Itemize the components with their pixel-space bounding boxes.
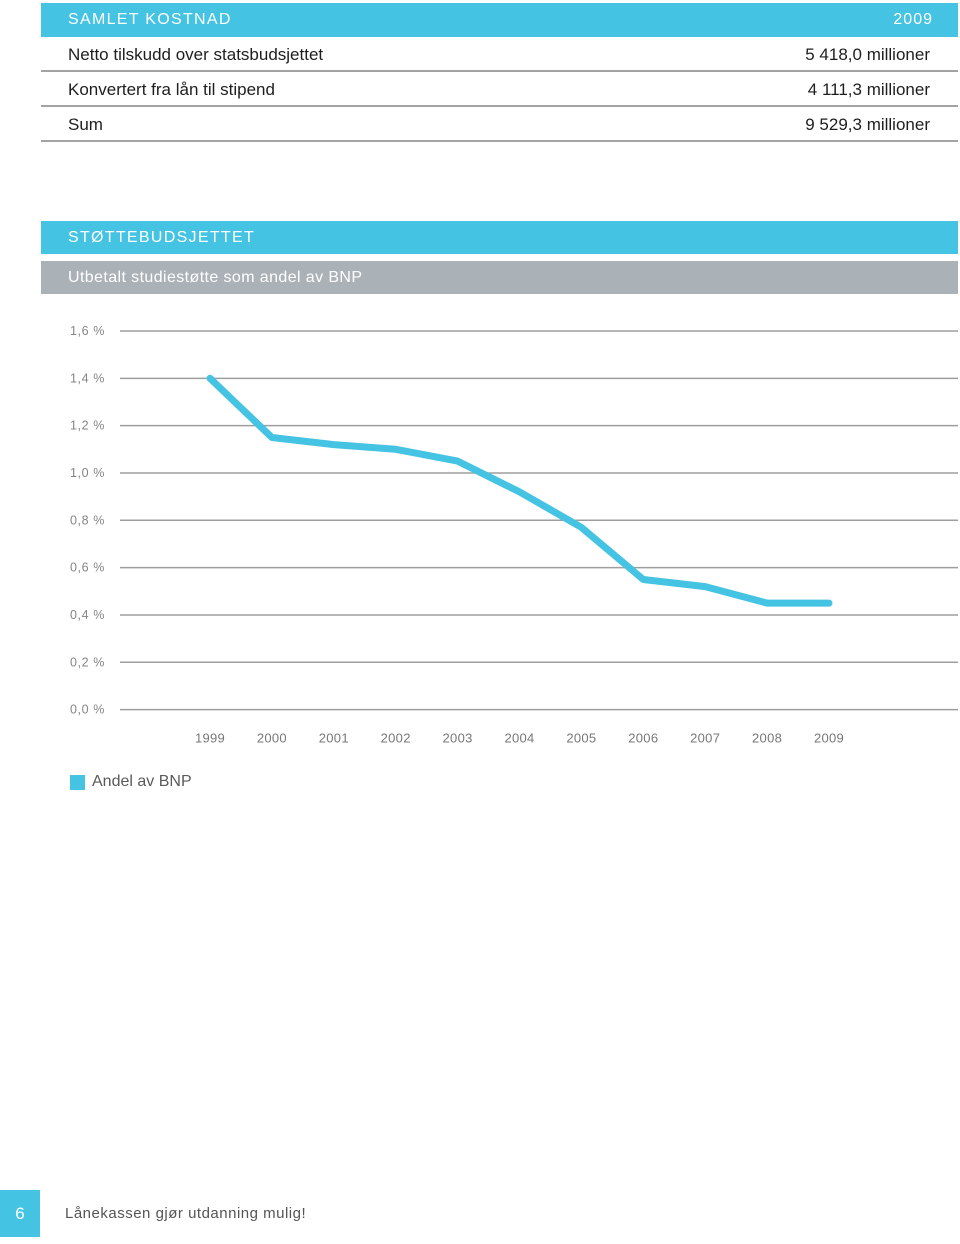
x-tick-label: 2003 xyxy=(442,730,473,746)
summary-table-header xyxy=(41,3,958,37)
y-tick-label: 1,4 % xyxy=(70,371,105,386)
x-tick-label: 2001 xyxy=(318,730,349,746)
data-point-2009 xyxy=(826,600,832,606)
legend-swatch xyxy=(70,775,85,790)
table-row xyxy=(41,37,958,72)
y-tick-label: 1,0 % xyxy=(70,465,105,480)
row-label: Sum xyxy=(68,115,103,134)
data-point-2000 xyxy=(269,434,275,440)
y-tick-label: 0,4 % xyxy=(70,607,105,622)
row-value: 5 418,0 millioner xyxy=(805,45,930,64)
y-tick-label: 0,8 % xyxy=(70,513,105,528)
chart-title: Utbetalt studiestøtte som andel av BNP xyxy=(68,269,363,286)
x-tick-label: 2009 xyxy=(813,730,845,746)
x-tick-label: 1999 xyxy=(194,730,226,746)
data-point-2004 xyxy=(517,489,523,495)
y-tick-label: 0,6 % xyxy=(70,560,105,575)
table-row-sum xyxy=(41,107,958,142)
y-tick-label: 1,6 % xyxy=(70,324,105,338)
row-label: Konvertert fra lån til stipend xyxy=(68,80,275,99)
summary-table-year: 2009 xyxy=(893,11,933,28)
data-point-2005 xyxy=(578,524,584,530)
row-label: Netto tilskudd over statsbudsjettet xyxy=(68,45,324,64)
legend-label: Andel av BNP xyxy=(92,773,192,790)
y-tick-label: 1,2 % xyxy=(70,418,105,433)
chart-title-band xyxy=(41,261,958,294)
line-chart xyxy=(0,300,960,760)
x-tick-label: 2008 xyxy=(752,730,783,746)
section-header xyxy=(41,221,958,254)
section-title: STØTTEBUDSJETTET xyxy=(68,229,256,246)
summary-table-title: SAMLET KOSTNAD xyxy=(68,11,232,28)
x-tick-label: 2007 xyxy=(690,730,721,746)
page-number: 6 xyxy=(15,1204,25,1223)
x-tick-label: 2006 xyxy=(628,730,659,746)
data-point-2001 xyxy=(331,442,337,448)
page-number-box xyxy=(0,1190,40,1237)
x-tick-label: 2000 xyxy=(256,730,287,746)
x-tick-label: 2002 xyxy=(380,730,411,746)
x-tick-label: 2004 xyxy=(504,730,535,746)
x-tick-label: 2005 xyxy=(566,730,597,746)
y-tick-label: 0,0 % xyxy=(70,702,105,717)
table-row xyxy=(41,72,958,107)
data-point-2007 xyxy=(702,584,708,590)
row-value: 4 111,3 millioner xyxy=(807,80,930,99)
data-point-2002 xyxy=(393,446,399,452)
footer-tagline: Lånekassen gjør utdanning mulig! xyxy=(65,1205,307,1222)
data-point-2006 xyxy=(640,576,646,582)
y-tick-label: 0,2 % xyxy=(70,655,105,670)
data-point-2008 xyxy=(764,600,770,606)
data-point-1999 xyxy=(207,375,213,381)
row-value: 9 529,3 millioner xyxy=(805,115,930,134)
data-point-2003 xyxy=(455,458,461,464)
